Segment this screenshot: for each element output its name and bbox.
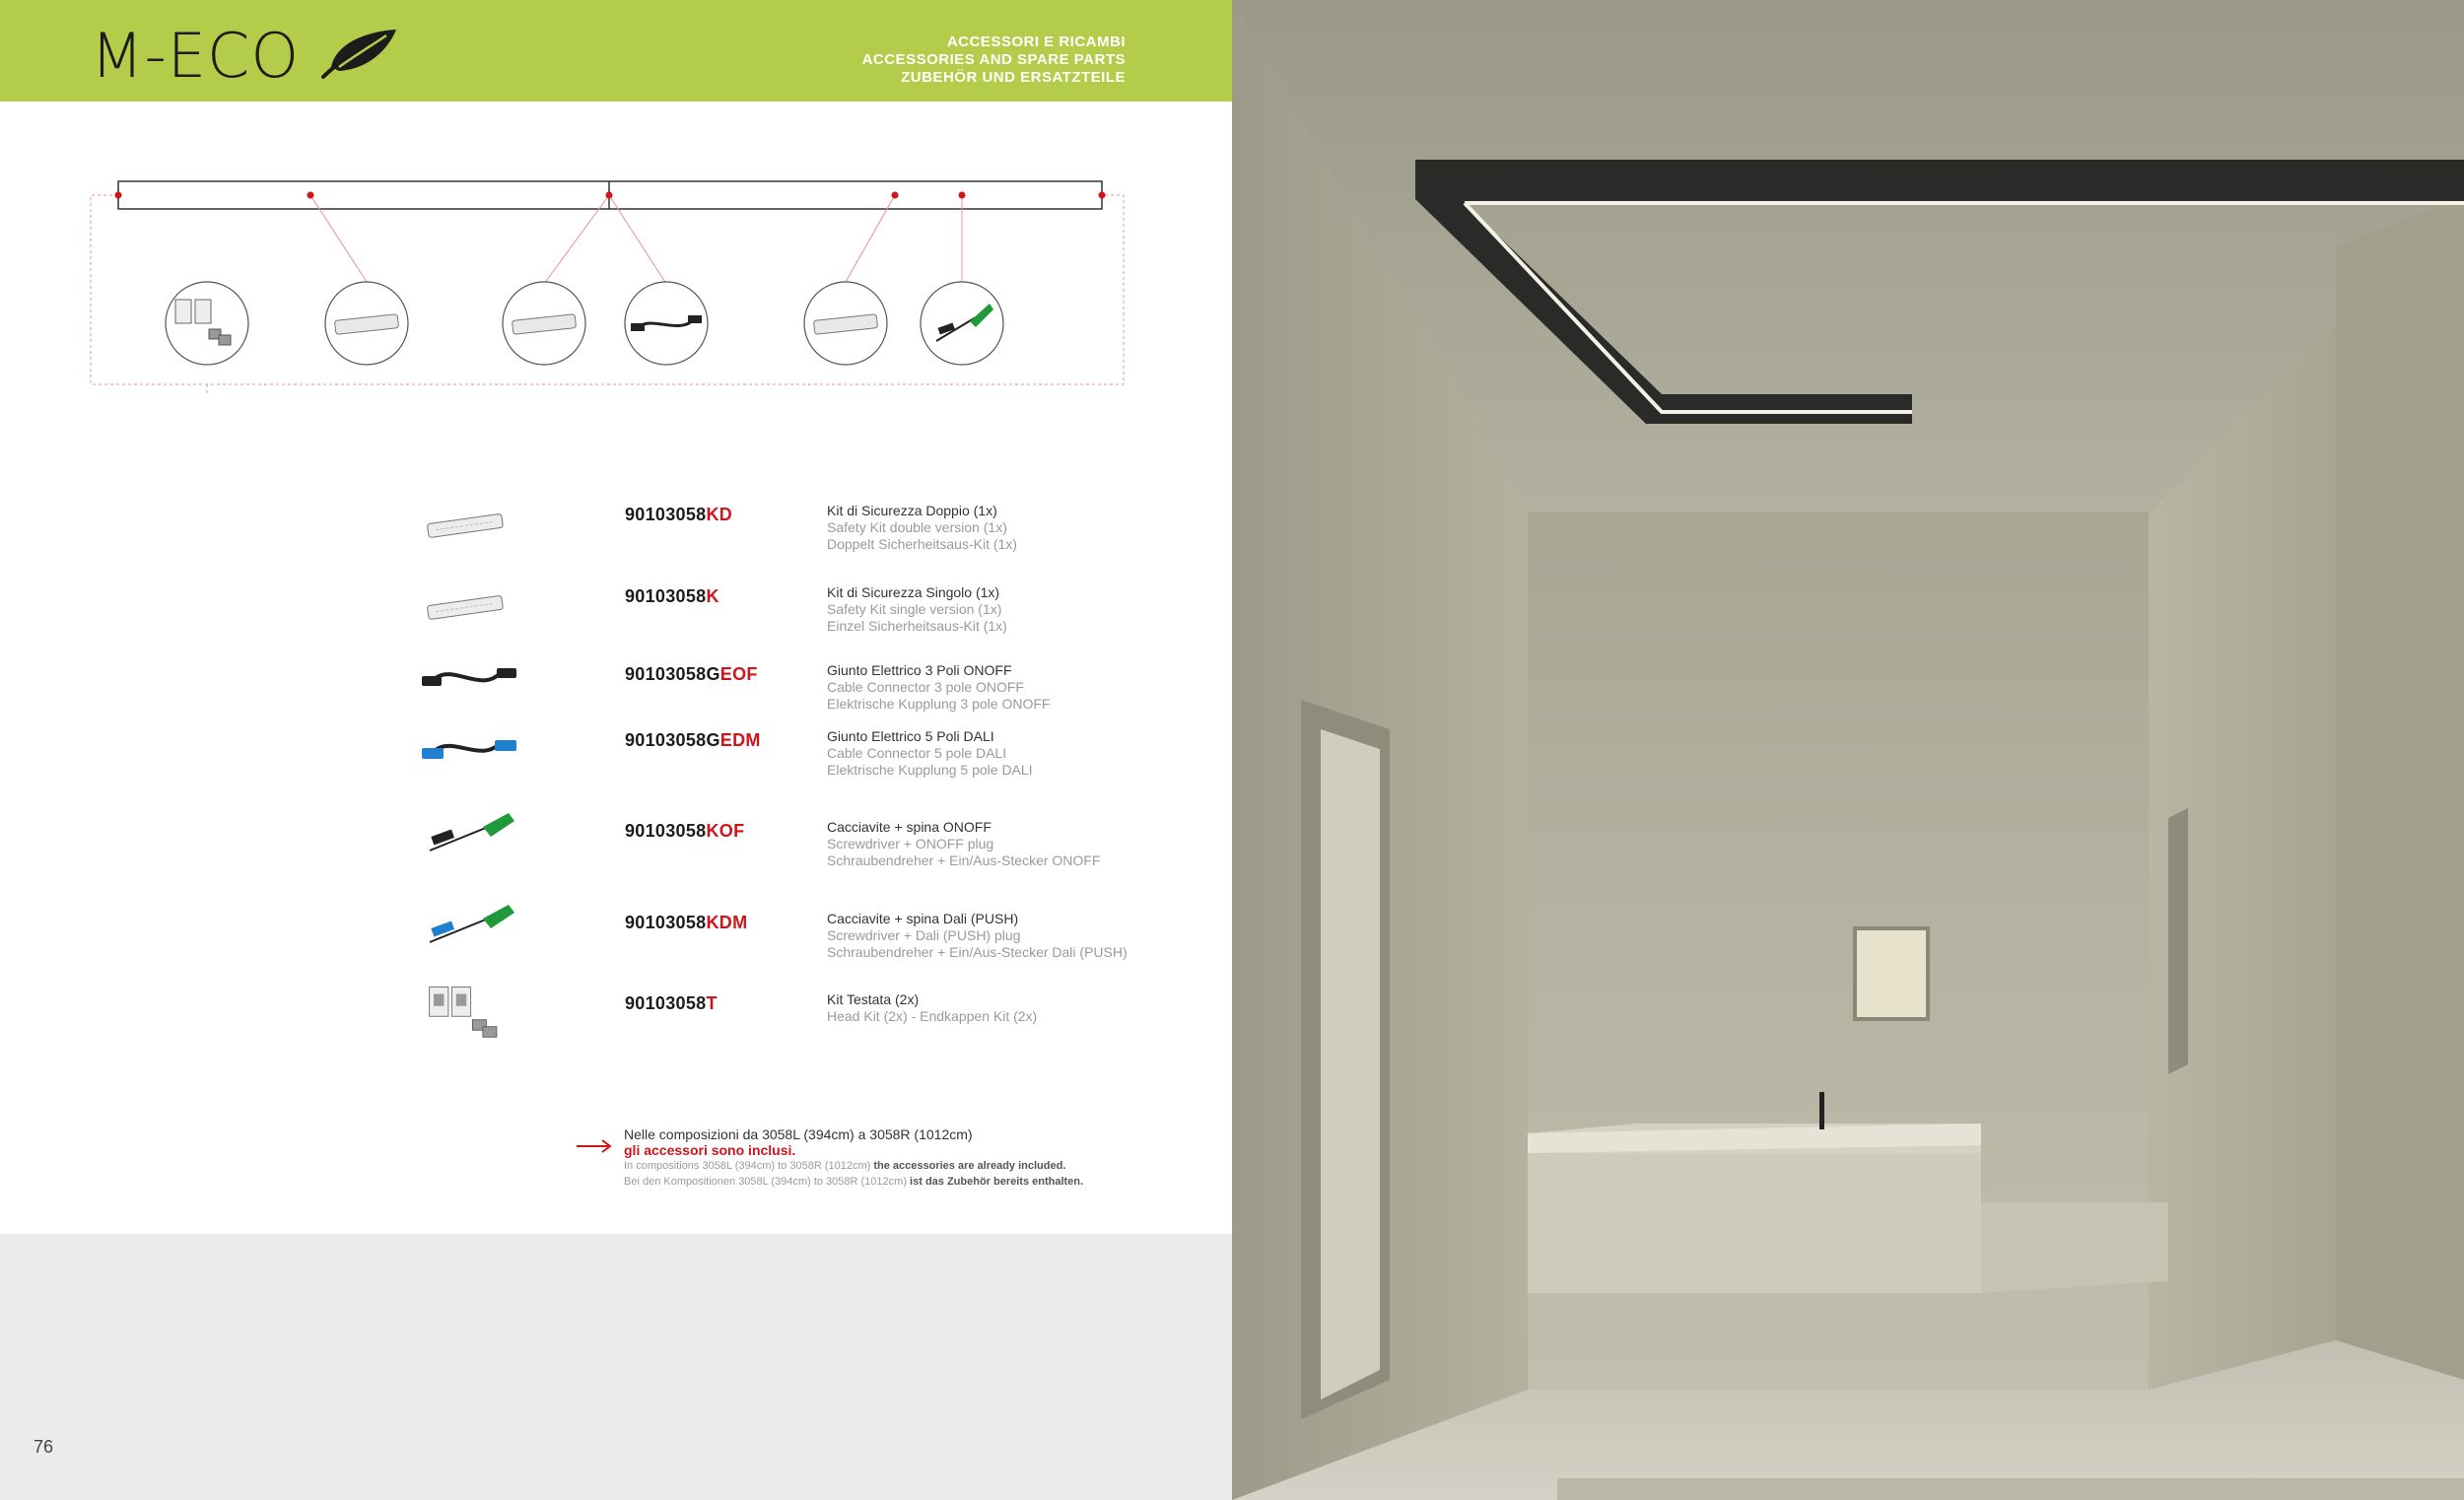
- leaf-icon: [317, 28, 398, 81]
- product-description: Cacciavite + spina ONOFF Screwdriver + ONOFF plug Schraubendreher + Ein/Aus-Stecker ONOFF: [827, 819, 1101, 868]
- callout-safety-kit-icon: [503, 282, 585, 365]
- head-kit-icon: [414, 984, 522, 1053]
- product-code: 90103058GEDM: [625, 730, 761, 750]
- callout-safety-kit-icon: [325, 282, 408, 365]
- brand-logo: M-ECO: [91, 20, 301, 92]
- product-code: 90103058KOF: [625, 821, 745, 841]
- safety-kit-icon: [414, 577, 522, 646]
- product-description: Kit di Sicurezza Singolo (1x) Safety Kit single version (1x) Einzel Sicherheitsaus-Kit (1x): [827, 584, 1007, 634]
- product-description: Kit Testata (2x) Head Kit (2x) - Endkappen Kit (2x): [827, 991, 1038, 1024]
- arrow-right-icon: [577, 1139, 612, 1153]
- section-title-it: ACCESSORI E RICAMBI: [946, 34, 1126, 50]
- interior-photo: [1232, 0, 2464, 1500]
- cable-connector-dali-icon: [414, 720, 522, 789]
- screwdriver-plug-icon: [414, 811, 522, 880]
- screwdriver-dali-plug-icon: [414, 903, 522, 972]
- callout-safety-kit-icon: [804, 282, 887, 365]
- product-row: [414, 654, 1202, 723]
- page-number: 76: [34, 1437, 54, 1457]
- section-title-en: ACCESSORIES AND SPARE PARTS: [861, 51, 1126, 68]
- note-english: In compositions 3058L (394cm) to 3058R (1012cm) the accessories are already included.: [624, 1160, 1066, 1172]
- product-row: [414, 984, 1202, 1062]
- callout-cable-connector-icon: [625, 282, 708, 365]
- note-german: Bei den Kompositionen 3058L (394cm) to 3058R (1012cm) ist das Zubehör bereits enthalten.: [624, 1176, 1084, 1188]
- profile-accessory-diagram: [0, 158, 1232, 394]
- product-row: [414, 720, 1202, 789]
- note-italian-highlight: gli accessori sono inclusi.: [624, 1142, 796, 1158]
- safety-kit-icon: [414, 495, 522, 564]
- note-italian: Nelle composizioni da 3058L (394cm) a 3058R (1012cm): [624, 1126, 973, 1142]
- section-title: [862, 34, 1126, 87]
- section-title-de: ZUBEHÖR UND ERSATZTEILE: [901, 69, 1126, 86]
- product-code: 90103058KDM: [625, 913, 748, 932]
- callout-screwdriver-plug-icon: [921, 282, 1003, 365]
- header-bar: [0, 0, 1232, 102]
- product-description: Giunto Elettrico 5 Poli DALI Cable Connector 5 pole DALI Elektrische Kupplung 5 pole DALI: [827, 728, 1033, 778]
- callout-head-kit-icon: [166, 282, 248, 365]
- product-code: 90103058GEOF: [625, 664, 758, 684]
- product-row: [414, 811, 1202, 880]
- product-row: [414, 903, 1202, 972]
- product-code: 90103058K: [625, 586, 719, 606]
- footer-band: [0, 1234, 1232, 1500]
- product-description: Cacciavite + spina Dali (PUSH) Screwdriver + Dali (PUSH) plug Schraubendreher + Ein/Aus-Stecker Dali (PUSH): [827, 911, 1128, 960]
- product-code: 90103058KD: [625, 505, 733, 524]
- cable-connector-icon: [414, 654, 522, 723]
- product-description: Giunto Elettrico 3 Poli ONOFF Cable Connector 3 pole ONOFF Elektrische Kupplung 3 pole ONOFF: [827, 662, 1051, 712]
- product-description: Kit di Sicurezza Doppio (1x) Safety Kit double version (1x) Doppelt Sicherheitsaus-Kit (1x): [827, 503, 1017, 552]
- product-row: [414, 577, 1202, 646]
- product-row: [414, 495, 1202, 564]
- product-code: 90103058T: [625, 993, 718, 1013]
